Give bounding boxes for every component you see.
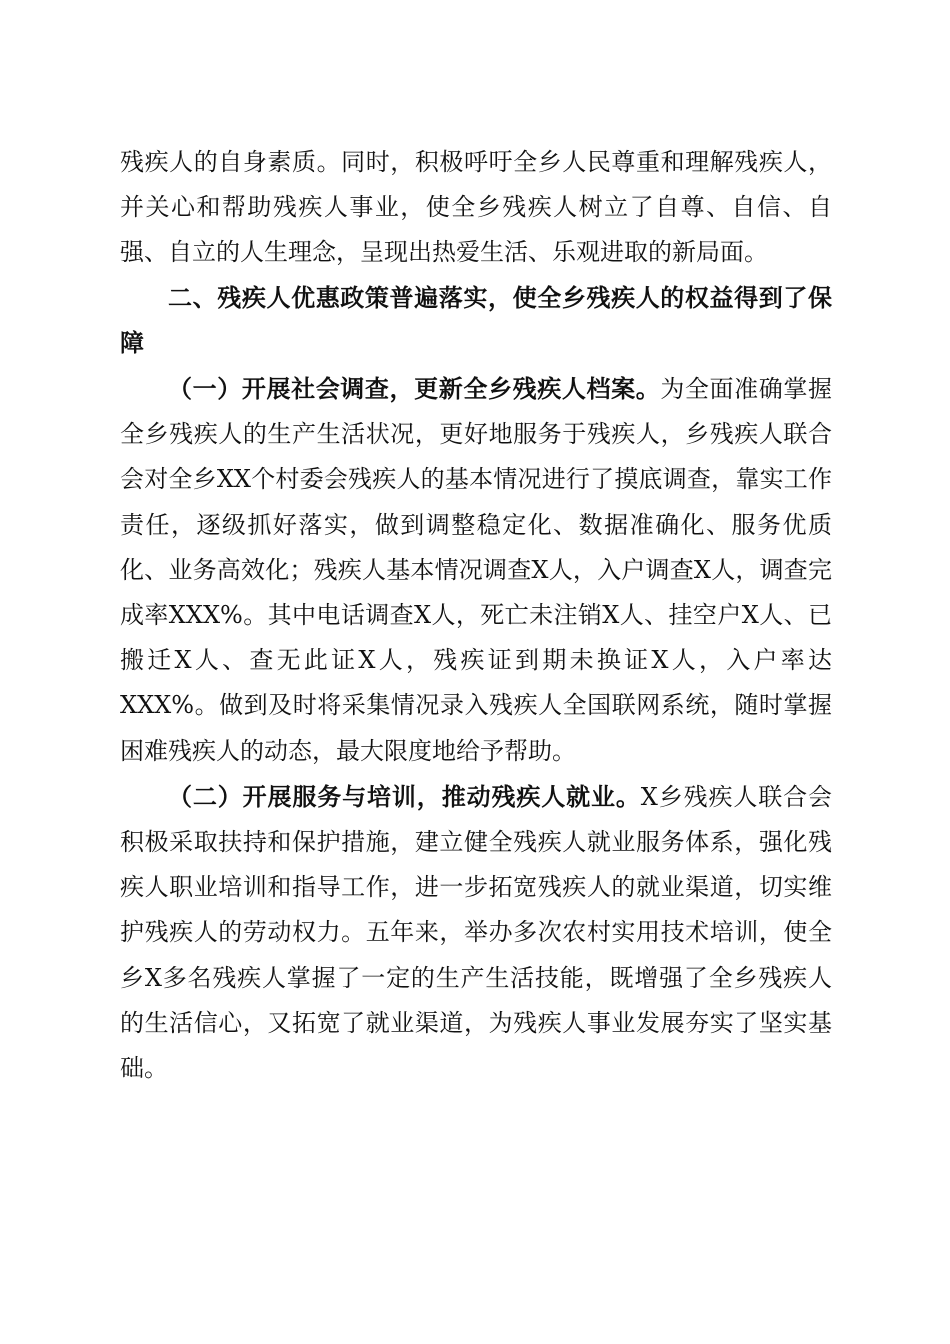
subsection-1-body: 为全面准确掌握全乡残疾人的生产生活状况，更好地服务于残疾人，乡残疾人联合会对全乡XX个村委会残疾人的基本情况进行了摸底调查，靠实工作责任，逐级抓好落实，做到调整稳定化、数据准确化、服务优质化、业务高效化；残疾人基本情况调查X人，入户调查X人，调查完成率XXX%。其中电话调查X人，死亡未注销X人、挂空户X人、已搬迁X人、查无此证X人，残疾证到期未换证X人，入户率达XXX%。做到及时将采集情况录入残疾人全国联网系统，随时掌握困难残疾人的动态，最大限度地给予帮助。 <box>120 375 833 765</box>
document-body <box>120 140 832 1091</box>
subsection-1-paragraph <box>120 366 832 774</box>
subsection-1-title: （一）开展社会调查，更新全乡残疾人档案。 <box>168 374 661 404</box>
continued-paragraph: 残疾人的自身素质。同时，积极呼吁全乡人民尊重和理解残疾人，并关心和帮助残疾人事业，使全乡残疾人树立了自尊、自信、自强、自立的人生理念，呈现出热爱生活、乐观进取的新局面。 <box>120 148 832 267</box>
subsection-2-body: X乡残疾人联合会积极采取扶持和保护措施，建立健全残疾人就业服务体系，强化残疾人职业培训和指导工作，进一步拓宽残疾人的就业渠道，切实维护残疾人的劳动权力。五年来，举办多次农村实用技术培训，使全乡X多名残疾人掌握了一定的生产生活技能，既增强了全乡残疾人的生活信心，又拓宽了就业渠道，为残疾人事业发展夯实了坚实基础。 <box>120 782 833 1083</box>
subsection-2-title: （二）开展服务与培训，推动残疾人就业。 <box>168 781 641 811</box>
section-heading: 二、残疾人优惠政策普遍落实，使全乡残疾人的权益得到了保障 <box>120 283 832 357</box>
subsection-2-paragraph <box>120 774 832 1091</box>
